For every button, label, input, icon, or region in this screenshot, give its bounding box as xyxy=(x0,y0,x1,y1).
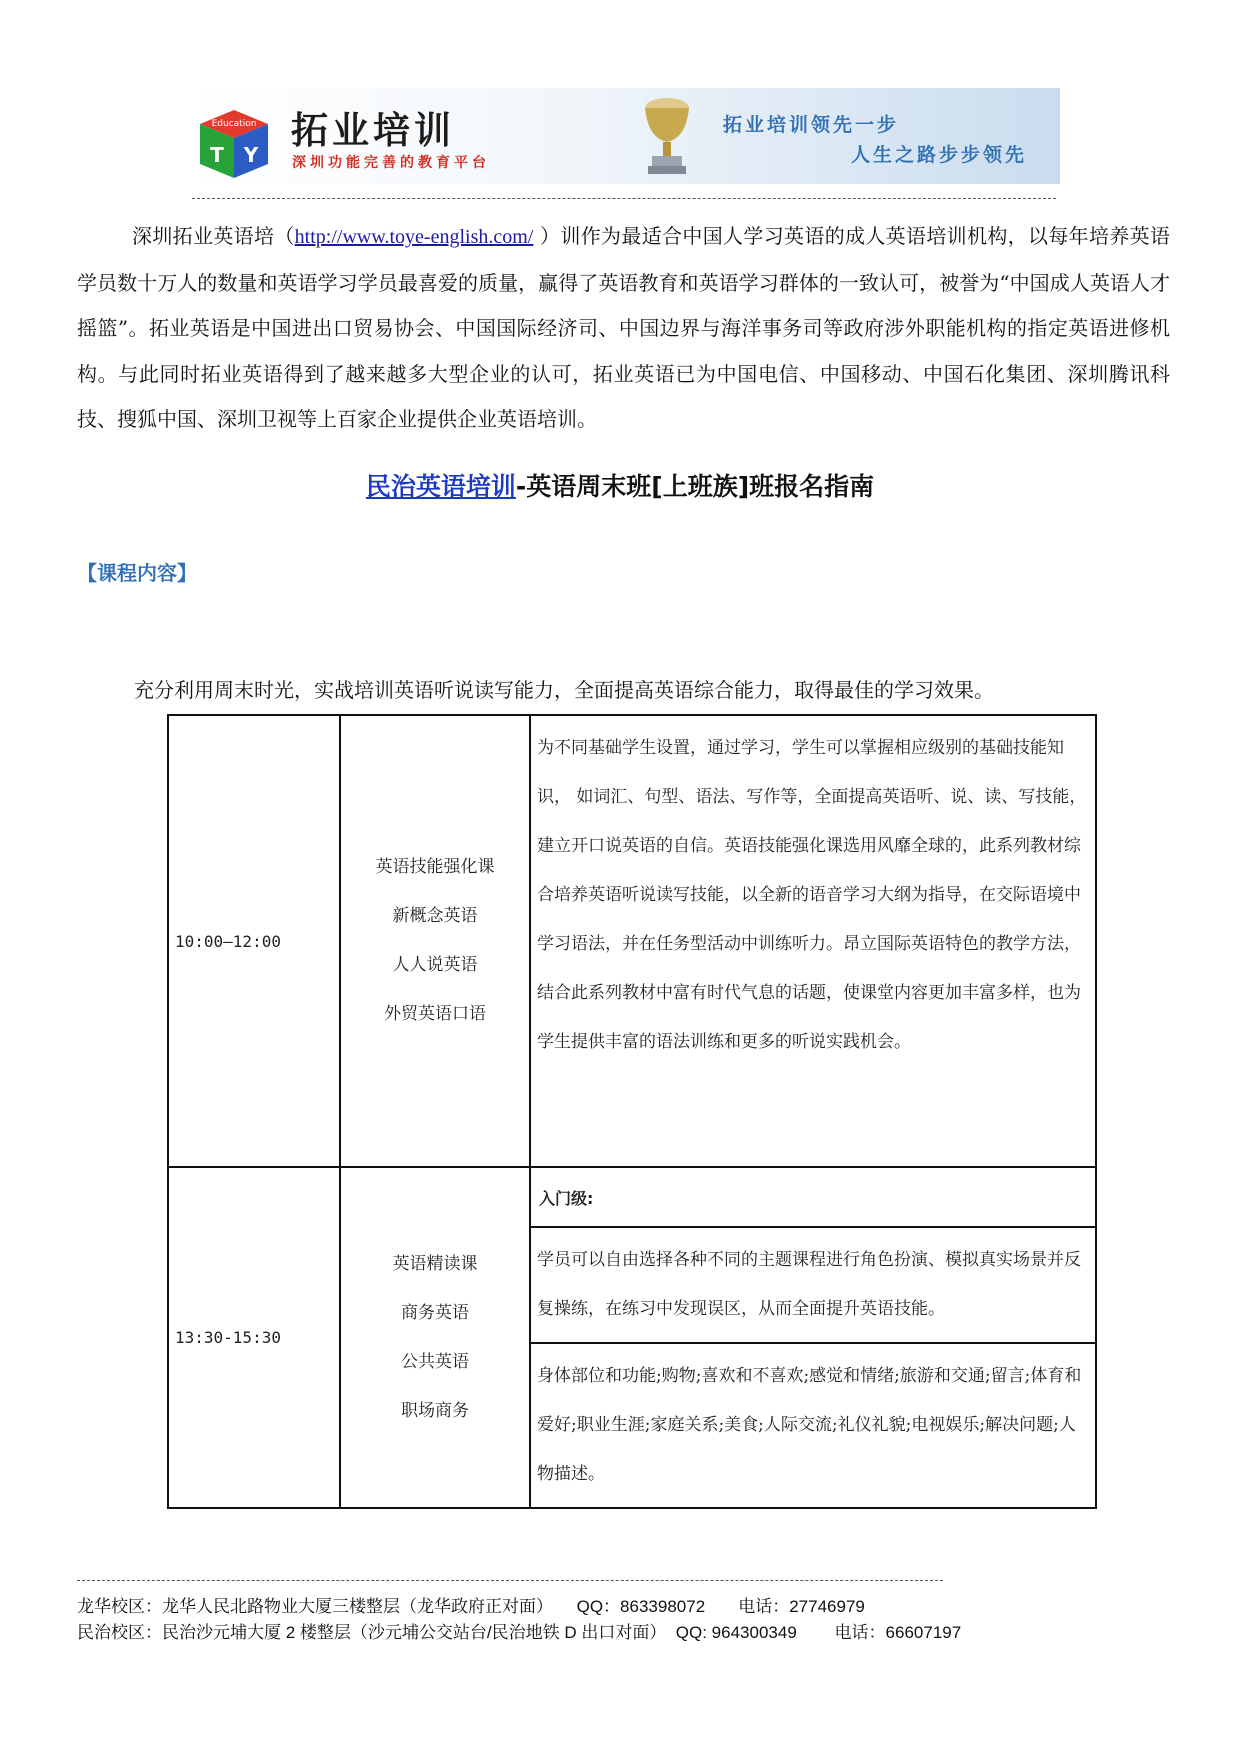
course-description: 学员可以自由选择各种不同的主题课程进行角色扮演、模拟真实场景并反复操练，在练习中发现误区，从而全面提升英语技能。 xyxy=(530,1227,1096,1343)
cube-letter-y: Y xyxy=(243,143,259,167)
course-name: 新概念英语 xyxy=(392,906,478,926)
cube-top-label: Education xyxy=(211,119,257,129)
course-name: 公共英语 xyxy=(401,1351,469,1372)
footer-campus-longhua: 龙华校区：龙华人民北路物业大厦三楼整层（龙华政府正对面） QQ：863398072 电话：27746979 xyxy=(77,1597,865,1616)
footer-divider xyxy=(77,1580,943,1581)
intro-paragraph xyxy=(77,214,1170,443)
table-row xyxy=(168,1167,1096,1227)
section-label-course-content: 【课程内容】 xyxy=(77,561,197,585)
course-list xyxy=(340,1167,530,1508)
level-label: 入门级: xyxy=(530,1167,1096,1227)
cube-letter-t: T xyxy=(210,143,224,167)
title-link[interactable]: 民治英语培训 xyxy=(365,472,516,501)
time-slot: 10:00—12:00 xyxy=(168,715,340,1167)
header-banner xyxy=(188,88,1060,184)
trophy-icon xyxy=(636,94,698,178)
website-link[interactable]: http://www.toye-english.com/ xyxy=(294,226,534,248)
slogan-line-1: 拓业培训领先一步 xyxy=(723,114,900,136)
page-title xyxy=(0,467,1240,503)
title-rest: -英语周末班[上班族]班报名指南 xyxy=(515,472,875,501)
intro-text-before-link: 深圳拓业英语培（ xyxy=(132,224,295,248)
course-name: 英语精读课 xyxy=(392,1253,478,1274)
footer-campus-minzhi: 民治校区：民治沙元埔大厦 2 楼整层（沙元埔公交站台/民治地铁 D 出口对面） QQ: 964300349 电话：66607197 xyxy=(77,1623,962,1642)
course-name: 人人说英语 xyxy=(392,955,478,975)
time-slot: 13:30-15:30 xyxy=(168,1167,340,1508)
education-cube-logo-icon xyxy=(196,106,272,180)
table-row xyxy=(168,715,1096,1167)
course-name: 外贸英语口语 xyxy=(384,1004,486,1024)
course-description: 为不同基础学生设置，通过学习，学生可以掌握相应级别的基础技能知识， 如词汇、句型、语法、写作等，全面提高英语听、说、读、写技能，建立开口说英语的自信。英语技能强化课选用风靡全球的，此系列教材综合培养英语听说读写技能，以全新的语音学习大纲为指导，在交际语境中学习语法，并在任务型活动中训练听力。昂立国际英语特色的教学方法，结合此系列教材中富有时代气息的话题，使课堂内容更加丰富多样，也为学生提供丰富的语法训练和更多的听说实践机会。 xyxy=(530,715,1096,1167)
slogan-line-2: 人生之路步步领先 xyxy=(851,144,1028,166)
logo-title: 拓业培训 xyxy=(291,109,455,152)
logo-subtitle: 深圳功能完善的教育平台 xyxy=(292,155,490,171)
course-table xyxy=(167,714,1097,1509)
course-name: 英语技能强化课 xyxy=(375,857,495,877)
intro-text-body: ）训作为最适合中国人学习英语的成人英语培训机构，以每年培养英语学员数十万人的数量和英语学习学员最喜爱的质量，赢得了英语教育和英语学习群体的一致认可，被誉为“中国成人英语人才摇篮”。拓业英语是中国进出口贸易协会、中国国际经济司、中国边界与海洋事务司等政府涉外职能机构的指定英语进修机构。与此同时拓业英语得到了越来越多大型企业的认可，拓业英语已为中国电信、中国移动、中国石化集团、深圳腾讯科技、搜狐中国、深圳卫视等上百家企业提供企业英语培训。 xyxy=(77,224,1171,431)
course-name: 商务英语 xyxy=(401,1302,469,1323)
course-name: 职场商务 xyxy=(401,1400,469,1421)
course-list xyxy=(340,715,530,1167)
lead-text: 充分利用周末时光，实战培训英语听说读写能力，全面提高英语综合能力，取得最佳的学习效果。 xyxy=(134,678,994,702)
topic-list: 身体部位和功能;购物;喜欢和不喜欢;感觉和情绪;旅游和交通;留言;体育和爱好;职业生涯;家庭关系;美食;人际交流;礼仪礼貌;电视娱乐;解决问题;人物描述。 xyxy=(530,1343,1096,1508)
header-divider xyxy=(192,198,1056,199)
